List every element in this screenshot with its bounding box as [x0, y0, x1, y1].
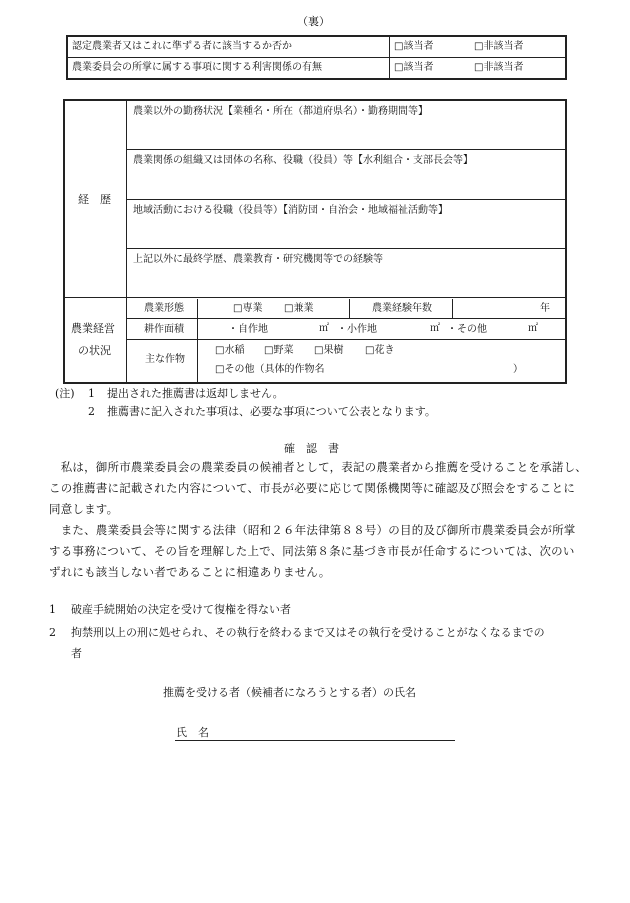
- interest-yes-checkbox[interactable]: □該当者: [394, 62, 434, 73]
- career-work-field[interactable]: 農業以外の勤務状況【業種名・所在（都道府県名）・勤務期間等】: [133, 106, 428, 117]
- other-crop-close: ）: [513, 364, 523, 375]
- consent-line: 同意します。: [49, 502, 119, 516]
- fruit-trees-checkbox[interactable]: □果樹: [314, 345, 344, 356]
- interest-relation-label: 農業委員会の所掌に属する事項に関する利害関係の有無: [72, 62, 322, 73]
- declaration-line: ずれにも該当しない者であることに相違ありません。: [49, 565, 331, 579]
- flowers-checkbox[interactable]: □花き: [365, 345, 395, 356]
- name-signature-line[interactable]: [175, 740, 455, 741]
- page-side-label: （裏）: [297, 15, 330, 28]
- cultivated-area-label: 耕作面積: [144, 324, 184, 335]
- full-time-checkbox[interactable]: □専業: [233, 303, 263, 314]
- confirmation-title: 確 認 書: [284, 442, 339, 455]
- vegetables-checkbox[interactable]: □野菜: [264, 345, 294, 356]
- condition-2-text: 拘禁刑以上の刑に処せられ、その執行を終わるまで又はその執行を受けることがなくなるまでの: [71, 626, 545, 639]
- other-crop-checkbox[interactable]: □その他（具体的作物名: [215, 364, 325, 375]
- other-land-label: ・その他: [447, 324, 487, 335]
- consent-paragraph: [49, 457, 587, 583]
- career-education-field[interactable]: 上記以外に最終学歴、農業教育・研究機関等での経験等: [133, 254, 383, 265]
- consent-line: この推薦書に記載された内容について、市長が必要に応じて関係機関等に確認及び照会をすることに: [49, 481, 576, 495]
- consent-line: 私は，御所市農業委員会の農業委員の候補者として，表記の農業者から推薦を受けることを承諾し、: [49, 460, 587, 474]
- tenant-land-label: ・小作地: [337, 324, 377, 335]
- condition-1-text: 破産手続開始の決定を受けて復権を得ない者: [71, 603, 291, 616]
- career-farming-table: [63, 99, 567, 384]
- note-2-text: 推薦書に記入された事項は、必要な事項について公表となります。: [107, 405, 436, 418]
- certified-yes-checkbox[interactable]: □該当者: [394, 41, 434, 52]
- farm-form-label: 農業形態: [144, 303, 184, 314]
- interest-no-checkbox[interactable]: □非該当者: [474, 62, 524, 73]
- name-label: 氏 名: [176, 726, 209, 739]
- signer-caption: 推薦を受ける者（候補者になろうとする者）の氏名: [163, 686, 416, 699]
- declaration-line: する事務について、その旨を理解した上で、同法第８条に基づき市長が任命するについては、次のい: [49, 544, 575, 558]
- part-time-checkbox[interactable]: □兼業: [284, 303, 314, 314]
- main-crops-label: 主な作物: [145, 354, 185, 365]
- condition-1-number: 1: [49, 603, 56, 616]
- declaration-line: また、農業委員会等に関する法律（昭和２６年法律第８８号）の目的及び御所市農業委員会が所掌: [49, 523, 576, 537]
- career-community-field[interactable]: 地域活動における役職（役員等）【消防団・自治会・地域福祉活動等】: [133, 205, 448, 216]
- career-heading: 経 歴: [78, 193, 111, 206]
- certified-farmer-label: 認定農業者又はこれに準ずる者に該当するか否か: [72, 41, 292, 52]
- condition-2-text-cont: 者: [71, 647, 82, 660]
- certified-no-checkbox[interactable]: □非該当者: [474, 41, 524, 52]
- condition-2-number: 2: [49, 626, 56, 639]
- note-2-number: 2: [88, 405, 95, 418]
- other-land-unit: ㎡: [528, 323, 538, 334]
- owned-land-unit: ㎡: [319, 323, 329, 334]
- notes-prefix: (注): [55, 387, 75, 400]
- years-unit: 年: [540, 303, 550, 314]
- experience-years-label: 農業経験年数: [372, 303, 432, 314]
- farming-heading-line1: 農業経営: [71, 322, 115, 335]
- owned-land-label: ・自作地: [228, 324, 268, 335]
- farming-heading-line2: の状況: [78, 344, 111, 357]
- rice-checkbox[interactable]: □水稲: [215, 345, 245, 356]
- note-1-text: 提出された推薦書は返却しません。: [107, 387, 284, 400]
- note-1-number: 1: [88, 387, 95, 400]
- career-organization-field[interactable]: 農業関係の組織又は団体の名称、役職（役員）等【水利組合・支部長会等】: [133, 155, 473, 166]
- tenant-land-unit: ㎡: [430, 323, 440, 334]
